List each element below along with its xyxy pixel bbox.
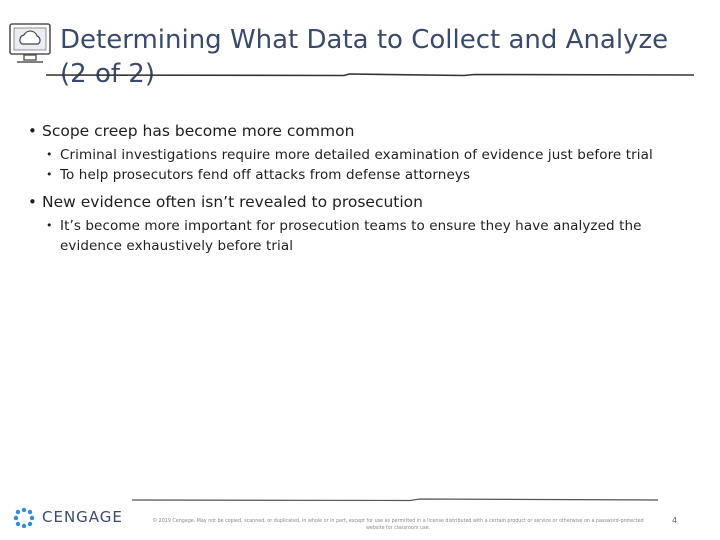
bullet-item xyxy=(28,191,698,213)
sub-bullet-text: Criminal investigations require more detailed examination of evidence just before trial xyxy=(60,147,653,163)
slide-title: Determining What Data to Collect and Analyze (2 of 2) xyxy=(60,25,669,90)
bullet-text: Scope creep has become more common xyxy=(42,122,355,140)
sub-bullet-item xyxy=(28,216,698,256)
page-number: 4 xyxy=(672,516,678,525)
cengage-logo xyxy=(12,505,142,529)
sub-bullet-dot-icon: • xyxy=(46,168,53,181)
cloud-computer-icon xyxy=(6,18,58,70)
bullet-dot-icon: • xyxy=(28,193,37,211)
title-underline xyxy=(44,70,696,80)
sub-bullet-text: To help prosecutors fend off attacks from defense attorneys xyxy=(60,167,471,183)
bullet-group xyxy=(28,191,698,256)
cengage-logo-icon xyxy=(12,507,36,529)
bullet-group xyxy=(28,120,698,185)
logo-text: CENGAGE xyxy=(42,508,123,526)
sub-bullet-list xyxy=(28,216,698,256)
sub-bullet-dot-icon: • xyxy=(46,219,53,232)
sub-bullet-text: It’s become more important for prosecution teams to ensure they have analyzed the evidence exhaustively before trial xyxy=(60,218,642,254)
footer-divider xyxy=(130,496,660,504)
bullet-text: New evidence often isn’t revealed to prosecution xyxy=(42,193,423,211)
bullet-dot-icon: • xyxy=(28,122,37,140)
sub-bullet-list xyxy=(28,145,698,185)
bullet-item xyxy=(28,120,698,142)
bullet-list xyxy=(28,120,698,262)
sub-bullet-item xyxy=(28,165,698,185)
sub-bullet-item xyxy=(28,145,698,165)
sub-bullet-dot-icon: • xyxy=(46,148,53,161)
copyright-notice: © 2019 Cengage. May not be copied, scanned, or duplicated, in whole or in part, except for use as permitted in a license distributed with a certain product or service or otherwise on a password-protected website for classroom use. xyxy=(152,519,644,531)
